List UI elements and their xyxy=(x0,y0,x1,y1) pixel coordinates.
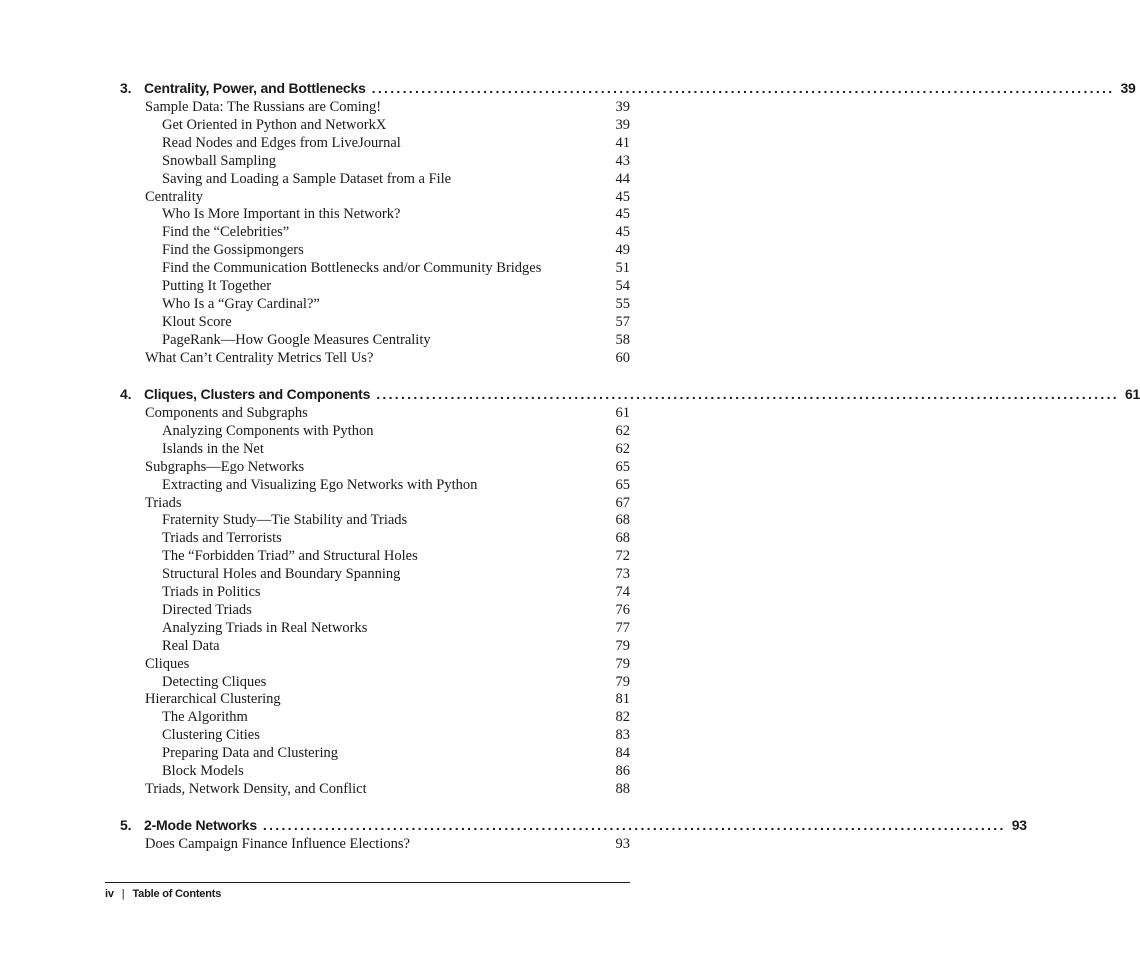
entry-page-number: 68 xyxy=(615,512,630,529)
toc-section-entry[interactable]: What Can’t Centrality Metrics Tell Us? xyxy=(145,349,374,366)
entry-page-number: 45 xyxy=(615,224,630,241)
footer-rule xyxy=(105,882,630,883)
entry-page-number: 83 xyxy=(615,727,630,744)
footer-section-title: Table of Contents xyxy=(132,888,222,900)
toc-subsection-entry[interactable]: Real Data xyxy=(162,637,220,654)
toc-subsection-entry[interactable]: The Algorithm xyxy=(162,709,248,726)
toc-section-entry[interactable]: Cliques xyxy=(145,655,190,672)
entry-page-number: 79 xyxy=(615,637,630,654)
footer-page-number: iv xyxy=(105,888,114,900)
chapter-number: 4. xyxy=(120,386,132,402)
toc-section-entry[interactable]: Sample Data: The Russians are Coming! xyxy=(145,99,382,115)
toc-subsection-entry[interactable]: Putting It Together xyxy=(162,278,272,294)
toc-section-entry[interactable]: Does Campaign Finance Influence Elections? xyxy=(145,836,410,852)
entry-page-number: 73 xyxy=(615,566,630,583)
entry-page-number: 62 xyxy=(615,422,630,439)
entry-page-number: 67 xyxy=(615,494,630,511)
entry-page-number: 79 xyxy=(615,673,630,690)
toc-subsection-entry[interactable]: Find the Gossipmongers xyxy=(162,242,304,259)
toc-subsection-entry[interactable]: Snowball Sampling xyxy=(162,152,276,169)
entry-page-number: 86 xyxy=(615,763,630,779)
chapter-heading[interactable] xyxy=(120,80,1136,98)
entry-page-number: 43 xyxy=(615,152,630,169)
entry-page-number: 88 xyxy=(615,780,630,797)
toc-subsection-entry[interactable]: Block Models xyxy=(162,763,244,779)
entry-page-number: 82 xyxy=(615,709,630,726)
toc-section-entry[interactable]: Components and Subgraphs xyxy=(145,405,308,421)
toc-subsection-entry[interactable]: Saving and Loading a Sample Dataset from a File xyxy=(162,170,452,187)
entry-page-number: 81 xyxy=(615,691,630,708)
entry-page-number: 77 xyxy=(615,619,630,636)
toc-subsection-entry[interactable]: Extracting and Visualizing Ego Networks with Python xyxy=(162,476,478,493)
entry-page-number: 60 xyxy=(615,349,630,366)
chapter-heading[interactable] xyxy=(120,386,1140,404)
page-footer xyxy=(105,888,221,900)
entry-page-number: 68 xyxy=(615,530,630,547)
toc-subsection-entry[interactable]: Directed Triads xyxy=(162,601,252,618)
chapter-title: Cliques, Clusters and Components xyxy=(144,386,371,402)
chapter-title: 2-Mode Networks xyxy=(144,817,257,833)
toc-section-entry[interactable]: Triads, Network Density, and Conflict xyxy=(145,780,367,797)
footer-separator: | xyxy=(121,888,125,900)
toc-section-entry[interactable]: Hierarchical Clustering xyxy=(145,691,281,708)
entry-page-number: 45 xyxy=(615,188,630,205)
entry-page-number: 54 xyxy=(615,278,630,294)
chapter-heading[interactable] xyxy=(120,817,1027,835)
toc-subsection-entry[interactable]: Preparing Data and Clustering xyxy=(162,745,338,762)
toc-subsection-entry[interactable]: Islands in the Net xyxy=(162,440,264,457)
toc-section-entry[interactable]: Triads xyxy=(145,494,182,511)
toc-subsection-entry[interactable]: The “Forbidden Triad” and Structural Holes xyxy=(162,548,418,565)
toc-subsection-entry[interactable]: Analyzing Triads in Real Networks xyxy=(162,619,368,636)
toc-subsection-entry[interactable]: Analyzing Components with Python xyxy=(162,422,374,439)
entry-page-number: 41 xyxy=(615,134,630,151)
entry-page-number: 39 xyxy=(615,116,630,133)
toc-subsection-entry[interactable]: Who Is More Important in this Network? xyxy=(162,206,401,223)
chapter-number: 3. xyxy=(120,80,132,96)
chapter-title: Centrality, Power, and Bottlenecks xyxy=(144,80,366,96)
toc-subsection-entry[interactable]: Find the “Celebrities” xyxy=(162,224,290,241)
toc-subsection-entry[interactable]: Who Is a “Gray Cardinal?” xyxy=(162,295,320,312)
chapter-number: 5. xyxy=(120,817,132,833)
entry-page-number: 49 xyxy=(615,242,630,259)
entry-page-number: 55 xyxy=(615,295,630,312)
dot-leader: ........................................................................................................................ xyxy=(262,817,1006,833)
entry-page-number: 79 xyxy=(615,655,630,672)
toc-subsection-entry[interactable]: Detecting Cliques xyxy=(162,673,267,690)
entry-page-number: 57 xyxy=(615,313,630,330)
toc-subsection-entry[interactable]: PageRank—How Google Measures Centrality xyxy=(162,331,431,348)
entry-page-number: 76 xyxy=(615,601,630,618)
entry-page-number: 61 xyxy=(615,405,630,421)
entry-page-number: 84 xyxy=(615,745,630,762)
toc-subsection-entry[interactable]: Read Nodes and Edges from LiveJournal xyxy=(162,134,401,151)
toc-subsection-entry[interactable]: Find the Communication Bottlenecks and/or Community Bridges xyxy=(162,260,542,277)
entry-page-number: 58 xyxy=(615,331,630,348)
entry-page-number: 93 xyxy=(615,836,630,852)
chapter-page-number: 39 xyxy=(1120,80,1136,96)
toc-section-entry[interactable]: Centrality xyxy=(145,188,203,205)
entry-page-number: 39 xyxy=(615,99,630,115)
dot-leader: ........................................................................................................................ xyxy=(371,80,1115,96)
entry-page-number: 44 xyxy=(615,170,630,187)
entry-page-number: 62 xyxy=(615,440,630,457)
entry-page-number: 65 xyxy=(615,476,630,493)
entry-page-number: 74 xyxy=(615,584,630,600)
toc-section-entry[interactable]: Subgraphs—Ego Networks xyxy=(145,458,305,475)
toc-subsection-entry[interactable]: Fraternity Study—Tie Stability and Triads xyxy=(162,512,408,529)
toc-subsection-entry[interactable]: Clustering Cities xyxy=(162,727,260,744)
chapter-page-number: 93 xyxy=(1011,817,1027,833)
toc-subsection-entry[interactable]: Klout Score xyxy=(162,313,232,330)
entry-page-number: 65 xyxy=(615,458,630,475)
entry-page-number: 51 xyxy=(615,260,630,277)
toc-subsection-entry[interactable]: Structural Holes and Boundary Spanning xyxy=(162,566,401,583)
toc-subsection-entry[interactable]: Triads and Terrorists xyxy=(162,530,282,547)
toc-subsection-entry[interactable]: Triads in Politics xyxy=(162,584,261,600)
entry-page-number: 72 xyxy=(615,548,630,565)
toc-subsection-entry[interactable]: Get Oriented in Python and NetworkX xyxy=(162,116,387,133)
chapter-page-number: 61 xyxy=(1124,386,1140,402)
dot-leader: ........................................................................................................................ xyxy=(376,386,1119,402)
entry-page-number: 45 xyxy=(615,206,630,223)
